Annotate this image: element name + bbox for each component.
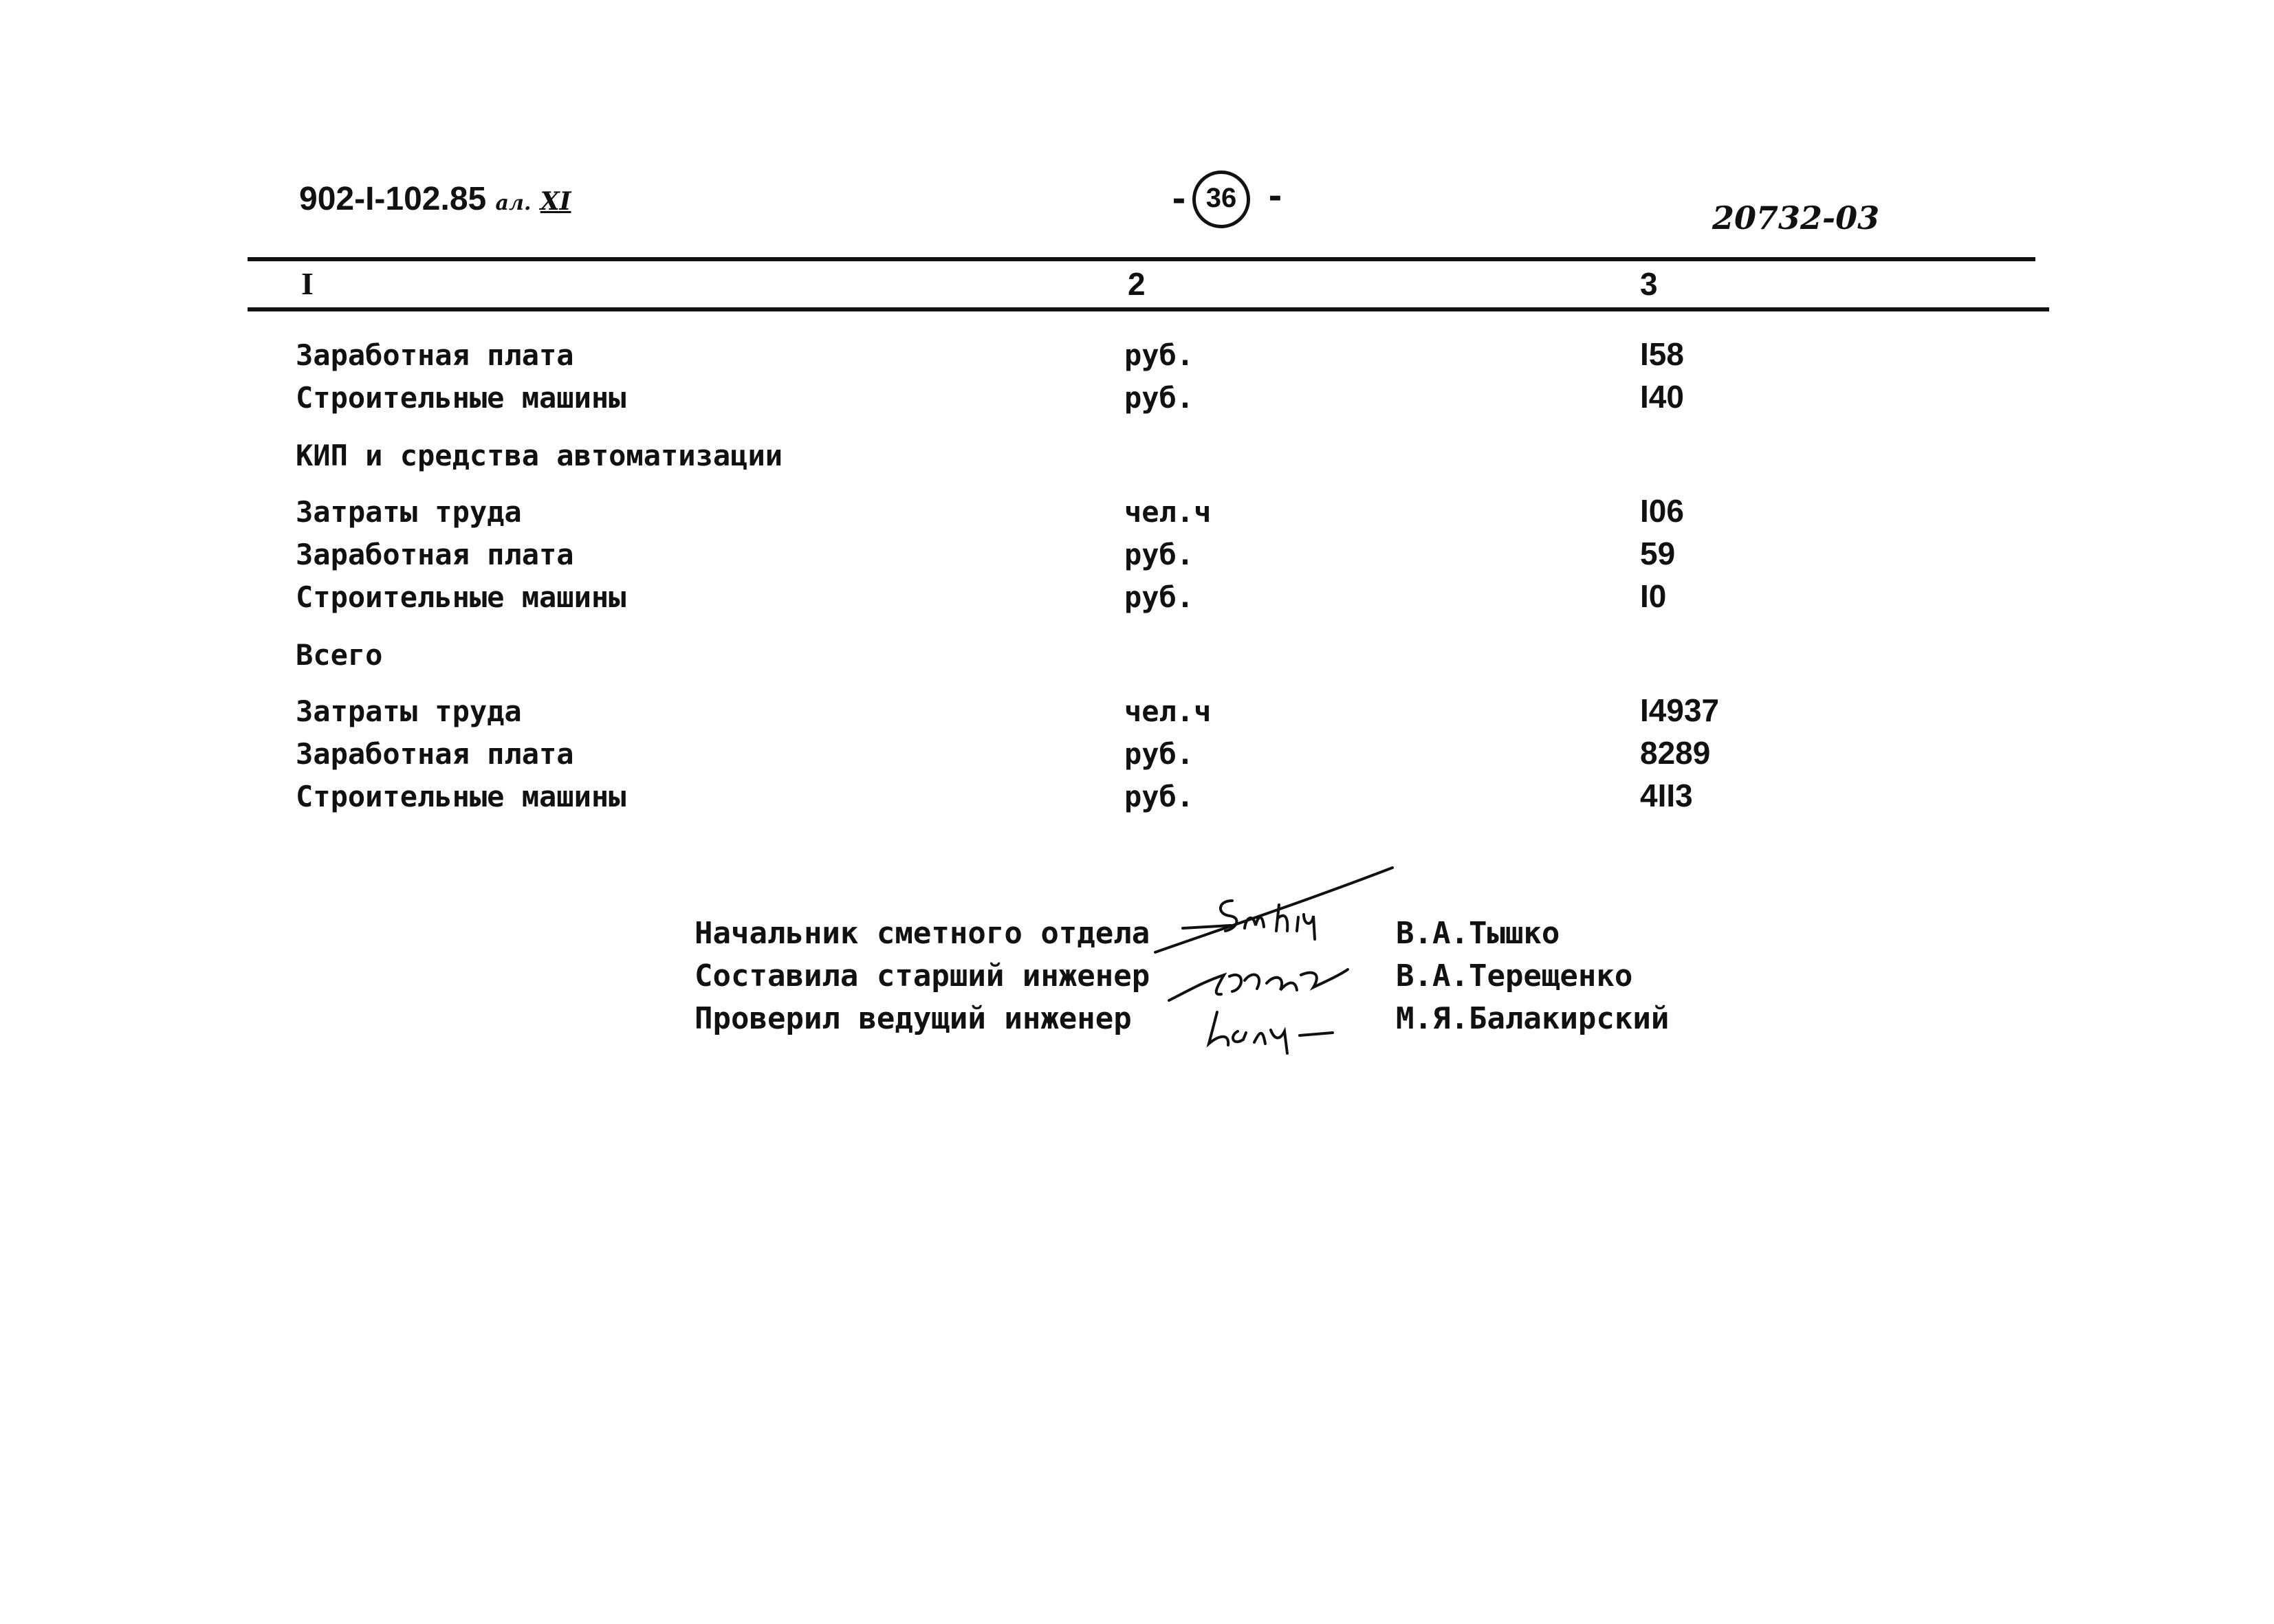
signature-scribble-2	[1169, 969, 1348, 1000]
section-title-kip: КИП и средства автоматизации	[296, 439, 783, 472]
signature-name: М.Я.Балакирский	[1396, 1001, 1670, 1036]
table-top-rule	[248, 257, 2035, 261]
album-prefix: ал.	[495, 191, 532, 215]
row-label: Строительные машины	[296, 580, 626, 614]
row-value: I06	[1640, 493, 1684, 529]
row-label: Затраты труда	[296, 495, 522, 529]
row-label: Строительные машины	[296, 780, 626, 813]
row-label: Затраты труда	[296, 694, 522, 728]
signature-name: В.А.Терещенко	[1396, 958, 1633, 994]
signature-title: Проверил ведущий инженер	[695, 1001, 1132, 1036]
signature-scribble-3	[1209, 1012, 1333, 1053]
row-value: I58	[1640, 336, 1684, 372]
section-title-total: Всего	[296, 638, 383, 672]
column-header-1: I	[301, 266, 314, 301]
row-value: 4II3	[1640, 778, 1693, 813]
signature-title: Составила старший инженер	[695, 958, 1150, 994]
row-unit: руб.	[1124, 381, 1194, 415]
column-header-3: 3	[1640, 266, 1658, 302]
page-number-block	[1169, 171, 1293, 232]
row-label: Заработная плата	[296, 737, 574, 771]
signature-scribble-1	[1155, 868, 1392, 952]
page-number: 36	[1205, 183, 1237, 213]
row-value: I0	[1640, 578, 1667, 614]
archive-number: 20732-03	[1712, 199, 1880, 237]
row-label: Заработная плата	[296, 338, 574, 372]
row-unit: руб.	[1124, 737, 1194, 771]
doc-code	[299, 180, 571, 218]
row-unit: чел.ч	[1124, 495, 1212, 529]
row-label: Строительные машины	[296, 381, 626, 415]
row-value: 8289	[1640, 735, 1711, 771]
row-unit: руб.	[1124, 580, 1194, 614]
signature-title: Начальник сметного отдела	[695, 916, 1150, 951]
row-value: 59	[1640, 536, 1676, 571]
column-header-2: 2	[1128, 266, 1146, 302]
page-dash-right: -	[1265, 177, 1285, 216]
row-unit: руб.	[1124, 780, 1194, 813]
row-unit: руб.	[1124, 338, 1194, 372]
doc-code-text: 902-I-102.85	[299, 181, 487, 217]
row-label: Заработная плата	[296, 538, 574, 571]
table-header-bottom-rule	[248, 307, 2049, 311]
page-dash-left: -	[1169, 180, 1189, 219]
row-unit: чел.ч	[1124, 694, 1212, 728]
album-number: XI	[540, 187, 571, 216]
signature-name: В.А.Тышко	[1396, 916, 1560, 951]
row-value: I4937	[1640, 692, 1720, 728]
row-unit: руб.	[1124, 538, 1194, 571]
row-value: I40	[1640, 379, 1684, 415]
handwritten-signatures	[1141, 859, 1403, 1059]
